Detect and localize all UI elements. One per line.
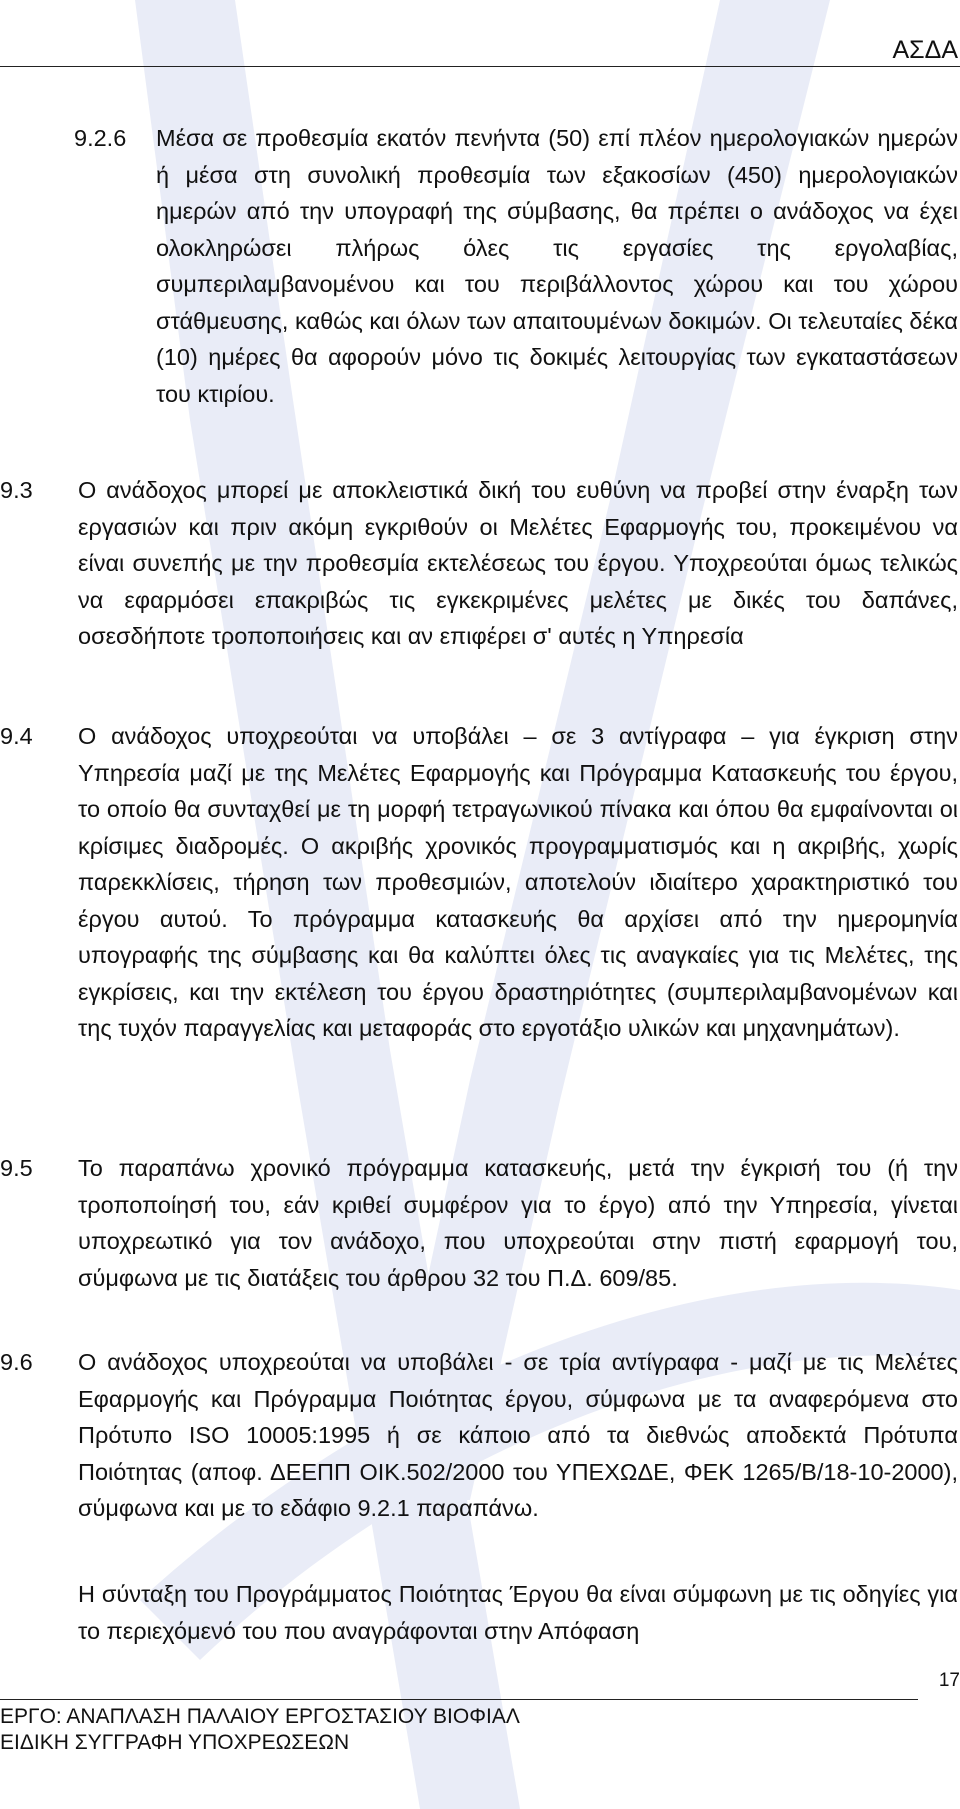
section-number: 9.2.6 xyxy=(74,125,127,151)
section-text: Ο ανάδοχος μπορεί με αποκλειστικά δική του ευθύνη να προβεί στην έναρξη των εργασιών και πριν ακόμη εγκριθούν οι Μελέτες Εφαρμογής του, προκειμένου να είναι συνεπής με την προθεσμία εκτελέσεως του έργου. Υποχρεούται όμως τελικώς να εφαρμόσει επακριβώς τις εγκεκριμένες μελέτες με δικές του δαπάνες, οσεσδήποτε τροποποιήσεις και αν επιφέρει σ' αυτές η Υπηρεσία xyxy=(78,477,958,649)
section-text: Μέσα σε προθεσμία εκατόν πενήντα (50) επί πλέον ημερολογιακών ημερών ή μέσα στη συνολική προθεσμία των εξακοσίων (450) ημερολογιακών ημερών από την υπογραφή της σύμβασης, θα πρέπει ο ανάδοχος να έχει ολοκληρώσει πλήρως όλες τις εργασίες της εργολαβίας, συμπεριλαμβανομένου και του περιβάλλοντος χώρου και του χώρου στάθμευσης, καθώς και όλων των απαιτουμένων δοκιμών. Οι τελευταίες δέκα (10) ημέρες θα αφορούν μόνο τις δοκιμές λειτουργίας των εγκαταστάσεων του κτιρίου. xyxy=(156,125,958,407)
footer-divider xyxy=(0,1699,918,1700)
section-number: 9.5 xyxy=(0,1155,33,1181)
page-number: 17 xyxy=(938,1670,960,1691)
footer-project-title: ΕΡΓΟ: ΑΝΑΠΛΑΣΗ ΠΑΛΑΙΟΥ ΕΡΓΟΣΤΑΣΙΟΥ ΒΙΟΦΙΑΛ xyxy=(0,1705,520,1728)
header-divider xyxy=(0,66,960,67)
section-number: 9.6 xyxy=(0,1349,33,1375)
section-text: Η σύνταξη του Προγράμματος Ποιότητας Έργου θα είναι σύμφωνη με τις οδηγίες για το περιεχόμενό του που αναγράφονται στην Απόφαση xyxy=(78,1581,958,1644)
section-number: 9.4 xyxy=(0,723,33,749)
footer-document-title: ΕΙΔΙΚΗ ΣΥΓΓΡΑΦΗ ΥΠΟΧΡΕΩΣΕΩΝ xyxy=(0,1731,350,1754)
section-text: Ο ανάδοχος υποχρεούται να υποβάλει – σε 3 αντίγραφα – για έγκριση στην Υπηρεσία μαζί με της Μελέτες Εφαρμογής και Πρόγραμμα Κατασκευής του έργου, το οποίο θα συνταχθεί με τη μορφή τετραγωνικού πίνακα και όπου θα εμφαίνονται οι κρίσιμες διαδρομές. Ο ακριβής χρονικός προγραμματισμός και η ακριβής, χωρίς παρεκκλίσεις, τήρηση των προθεσμιών, αποτελούν ιδιαίτερο χαρακτηριστικό του έργου αυτού. Το πρόγραμμα κατασκευής θα αρχίσει από την ημερομηνία υπογραφής της σύμβασης και θα καλύπτει όλες τις αναγκαίες για τις Μελέτες, της εγκρίσεις, και την εκτέλεση του έργου δραστηριότητες (συμπεριλαμβανομένων και της τυχόν παραγγελίας και μεταφοράς στο εργοτάξιο υλικών και μηχανημάτων). xyxy=(78,723,958,1041)
document-code: ΑΣΔΑ xyxy=(892,36,958,64)
section-text: Το παραπάνω χρονικό πρόγραμμα κατασκευής, μετά την έγκρισή του (ή την τροποποίησή του, εάν κριθεί συμφέρον για το έργο) από την Υπηρεσία, γίνεται υποχρεωτικό για τον ανάδοχο, που υποχρεούται στην πιστή εφαρμογή του, σύμφωνα με τις διατάξεις του άρθρου 32 του Π.Δ. 609/85. xyxy=(78,1155,958,1291)
section-number: 9.3 xyxy=(0,477,33,503)
section-text: Ο ανάδοχος υποχρεούται να υποβάλει - σε τρία αντίγραφα - μαζί με τις Μελέτες Εφαρμογής και Πρόγραμμα Ποιότητας έργου, σύμφωνα με τα αναφερόμενα στο Πρότυπο ISO 10005:1995 ή σε κάποιο από τα διεθνώς αποδεκτά Πρότυπα Ποιότητας (αποφ. ΔΕΕΠΠ ΟΙΚ.502/2000 του ΥΠΕΧΩΔΕ, ΦΕΚ 1265/Β/18-10-2000), σύμφωνα και με το εδάφιο 9.2.1 παραπάνω. xyxy=(78,1349,958,1521)
